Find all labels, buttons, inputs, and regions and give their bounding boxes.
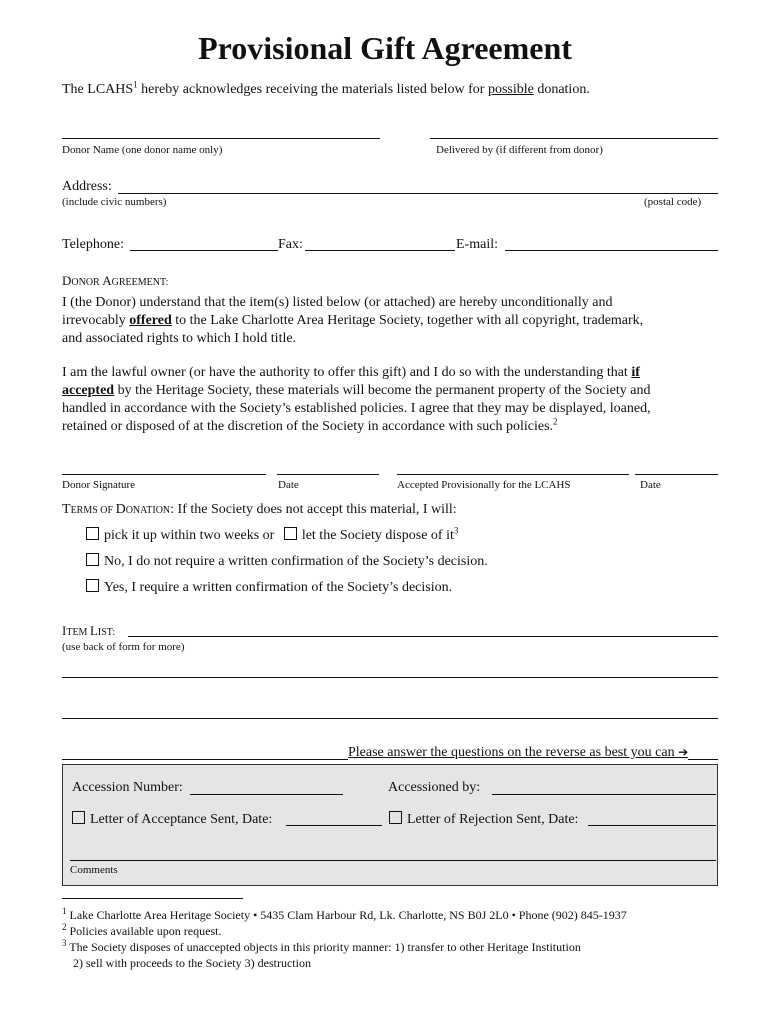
terms-option-row-2: No, I do not require a written confirmation of the Society’s decision. — [86, 553, 488, 570]
intro-text: The LCAHS$^1$ hereby acknowledges receiving the materials listed below for possible donation. — [62, 79, 590, 97]
address-label: Address: — [62, 179, 112, 194]
donor-name-label: Donor Name (one donor name only) — [62, 144, 223, 156]
rejection-date-line[interactable] — [588, 825, 716, 826]
address-hint: (include civic numbers) — [62, 196, 167, 208]
item-list-heading: ITEM LIST: — [62, 623, 116, 638]
acceptance-checkbox[interactable] — [72, 811, 85, 824]
telephone-line[interactable] — [130, 250, 278, 251]
dispose-checkbox[interactable] — [284, 527, 297, 540]
item-list-hint: (use back of form for more) — [62, 641, 185, 653]
rejection-row: Letter of Rejection Sent, Date: — [389, 811, 578, 828]
fax-line[interactable] — [305, 250, 455, 251]
acceptance-row: Letter of Acceptance Sent, Date: — [72, 811, 272, 828]
intro-possible: possible — [487, 82, 534, 97]
footnote-rule — [62, 898, 243, 899]
terms-heading: TERMS OF DONATION: If the Society does not accept this material, I will: — [62, 502, 457, 517]
arrow-right-icon: ➔ — [678, 745, 689, 759]
item-list-line-3[interactable] — [62, 718, 718, 719]
date2-line[interactable] — [635, 474, 718, 475]
telephone-label: Telephone: — [62, 237, 124, 252]
donor-signature-label: Donor Signature — [62, 479, 136, 491]
donor-agreement-paragraph-2: I am the lawful owner (or have the authority to offer this gift) and I do so with the understanding that if accepted by the Heritage Society, these materials will become the permanent property of the Society and handled in accordance with the Society’s established policies. I agree that they may be displayed, loaned, retained or disposed of at the discretion of the Society in accordance with such policies.$^2$ — [62, 365, 651, 434]
date1-line[interactable] — [277, 474, 379, 475]
accession-number-line[interactable] — [190, 794, 343, 795]
accessioned-by-line[interactable] — [492, 794, 716, 795]
rejection-checkbox[interactable] — [389, 811, 402, 824]
reverse-note: Please answer the questions on the reverse as best you can ➔ — [348, 745, 689, 760]
terms-option-row-3: Yes, I require a written confirmation of the Society’s decision. — [86, 579, 452, 596]
item-list-line-2[interactable] — [62, 677, 718, 678]
donor-name-line[interactable] — [62, 138, 380, 139]
item-list-line-1[interactable] — [128, 636, 718, 637]
postal-code-hint: (postal code) — [644, 196, 702, 208]
accessioned-by-label: Accessioned by: — [388, 780, 481, 795]
date1-label: Date — [278, 479, 299, 491]
donor-agreement-paragraph-1: I (the Donor) understand that the item(s) listed below (or attached) are hereby unconditionally and irrevocably offered to the Lake Charlotte Area Heritage Society, together with all copyright, trademark, and associated rights to which I hold title. — [62, 295, 644, 346]
accepted-label: Accepted Provisionally for the LCAHS — [397, 479, 571, 491]
pickup-checkbox[interactable] — [86, 527, 99, 540]
comments-line[interactable] — [70, 860, 716, 861]
no-confirmation-checkbox[interactable] — [86, 553, 99, 566]
yes-confirmation-checkbox[interactable] — [86, 579, 99, 592]
acceptance-date-line[interactable] — [286, 825, 382, 826]
accepted-line[interactable] — [397, 474, 629, 475]
delivered-by-line[interactable] — [430, 138, 718, 139]
page-title: Provisional Gift Agreement — [198, 30, 572, 66]
address-line[interactable] — [118, 193, 718, 194]
accession-number-label: Accession Number: — [72, 780, 183, 795]
delivered-by-label: Delivered by (if different from donor) — [436, 144, 603, 156]
email-line[interactable] — [505, 250, 718, 251]
donor-signature-line[interactable] — [62, 474, 266, 475]
fax-label: Fax: — [278, 237, 303, 252]
terms-option-row-1: pick it up within two weeks or let the Society dispose of $it^3$ — [86, 527, 458, 544]
date2-label: Date — [640, 479, 661, 491]
email-label: E-mail: — [456, 237, 498, 252]
donor-agreement-heading: DONOR AGREEMENT: — [62, 273, 169, 288]
comments-label: Comments — [70, 864, 118, 876]
footnotes: $^1$ Lake Charlotte Area Heritage Society • 5435 Clam Harbour Rd, Lk. Charlotte, NS B0J 2L0 • Phone (902) 845-1937 $^2$ Policies available upon request. $^3$ The Society disposes of unaccepted objects in this priority manner: 1) transfer to other Heritage Institution 2) sell with proceeds to the Society 3) destruction — [62, 906, 627, 970]
